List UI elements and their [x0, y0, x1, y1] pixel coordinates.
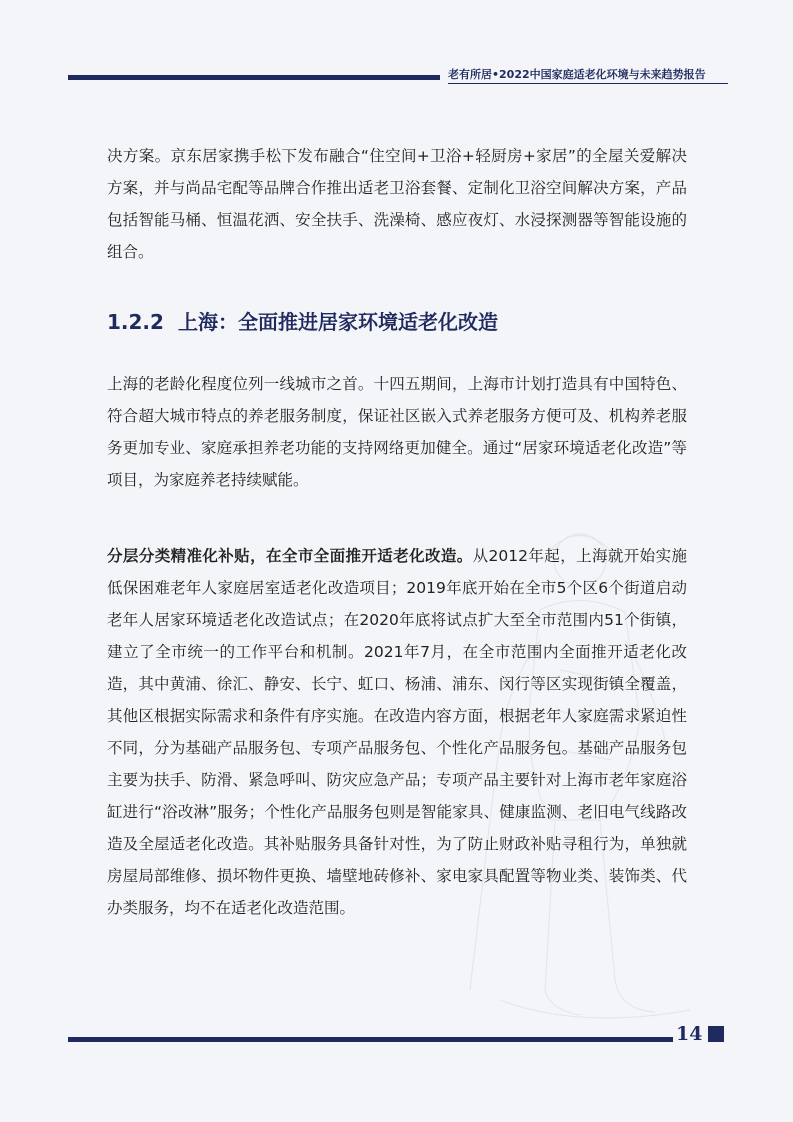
section-title: 上海：全面推进居家环境适老化改造 [177, 310, 498, 334]
footer-rule [68, 1037, 673, 1042]
header-rule-right [448, 83, 728, 84]
paragraph-continued: 决方案。京东居家携手松下发布融合“住空间+卫浴+轻厨房+家居”的全屋关爱解决方案，并与尚品宅配等品牌合作推出适老卫浴套餐、定制化卫浴空间解决方案，产品包括智能马桶、恒温花洒、安全扶手、洗澡椅、感应夜灯、水浸探测器等智能设施的组合。 [107, 147, 687, 261]
report-header-title: 老有所居•2022中国家庭适老化环境与未来趋势报告 [448, 68, 706, 81]
page-number: 14 [676, 1023, 703, 1045]
header-rule-left [68, 75, 440, 80]
page-marker-square [708, 1026, 724, 1042]
section-number: 1.2.2 [107, 310, 164, 334]
paragraph-body: 从2012年起，上海就开始实施低保困难老年人家庭居室适老化改造项目；2019年底开始在全市5个区6个街道启动老年人居家环境适老化改造试点；在2020年底将试点扩大至全市范围内51个街镇，建立了全市统一的工作平台和机制。2021年7月，在全市范围内全面推开适老化改造，其中黄浦、徐汇、静安、长宁、虹口、杨浦、浦东、闵行等区实现街镇全覆盖，其他区根据实际需求和条件有序实施。在改造内容方面，根据老年人家庭需求紧迫性不同，分为基础产品服务包、专项产品服务包、个性化产品服务包。基础产品服务包主要为扶手、防滑、紧急呼叫、防灾应急产品；专项产品主要针对上海市老年家庭浴缸进行“浴改淋”服务；个性化产品服务包则是智能家具、健康监测、老旧电气线路改造及全屋适老化改造。其补贴服务具备针对性，为了防止财政补贴寻租行为，单独就房屋局部维修、损坏物件更换、墙壁地砖修补、家电家具配置等物业类、装饰类、代办类服务，均不在适老化改造范围。 [107, 547, 687, 917]
paragraph-subsidy [107, 540, 687, 924]
paragraph-lead-bold: 分层分类精准化补贴，在全市全面推开适老化改造。 [107, 547, 473, 565]
section-heading [107, 306, 498, 335]
paragraph-shanghai-intro: 上海的老龄化程度位列一线城市之首。十四五期间，上海市计划打造具有中国特色、符合超大城市特点的养老服务制度，保证社区嵌入式养老服务方便可及、机构养老服务更加专业、家庭承担养老功能的支持网络更加健全。通过“居家环境适老化改造”等项目，为家庭养老持续赋能。 [107, 375, 687, 489]
